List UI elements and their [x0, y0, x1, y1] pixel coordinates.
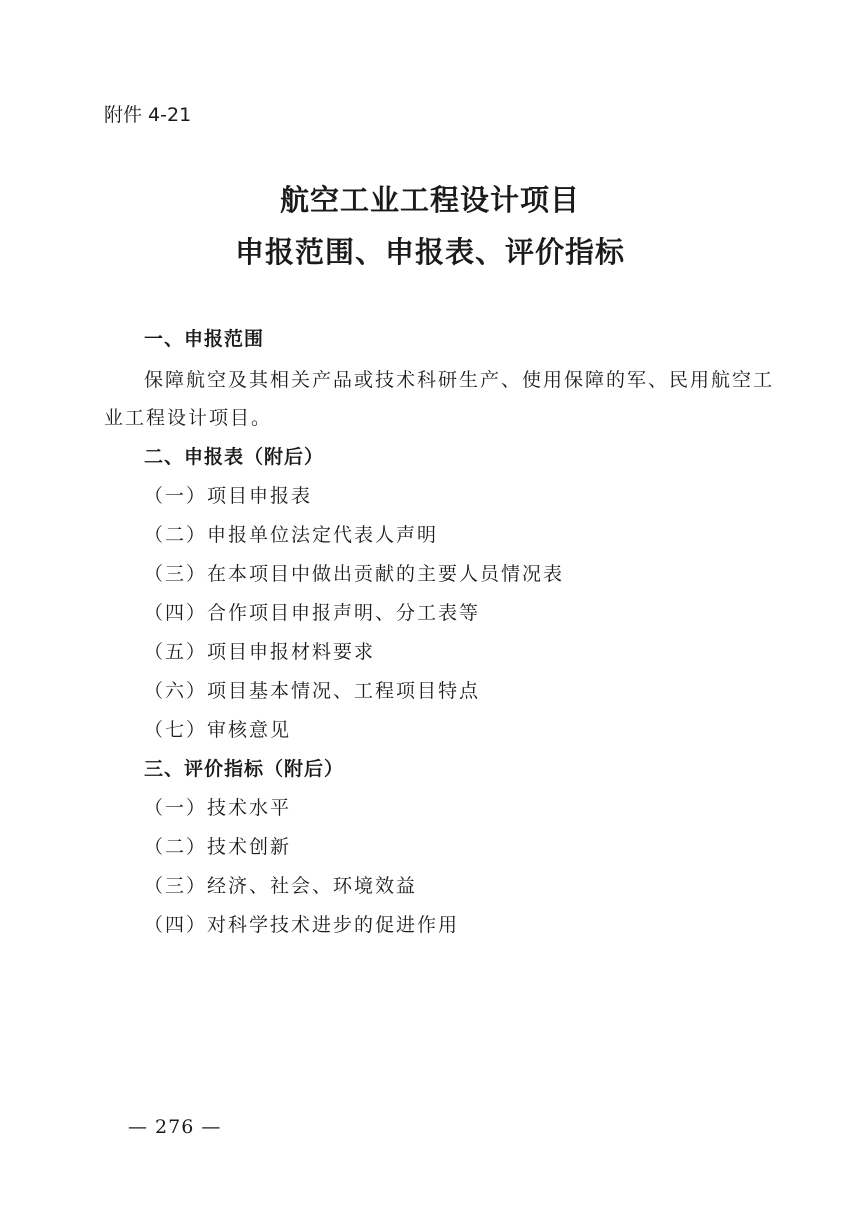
document-title-line-2: 申报范围、申报表、评价指标: [234, 235, 625, 269]
forms-list-item: （一）项目申报表: [144, 485, 313, 507]
forms-list-item: （二）申报单位法定代表人声明: [144, 524, 439, 546]
indicators-list-item: （二）技术创新: [144, 836, 292, 858]
section-heading-scope: 一、申报范围: [144, 328, 265, 350]
attachment-label: 附件 4-21: [104, 104, 192, 126]
section-heading-indicators: 三、评价指标（附后）: [144, 758, 345, 780]
forms-list-item: （四）合作项目申报声明、分工表等: [144, 602, 481, 624]
section-heading-forms: 二、申报表（附后）: [144, 446, 325, 468]
scope-body-line: 业工程设计项目。: [104, 407, 273, 429]
indicators-list-item: （一）技术水平: [144, 797, 292, 819]
page-number: — 276 —: [128, 1116, 222, 1138]
forms-list-item: （六）项目基本情况、工程项目特点: [144, 680, 481, 702]
forms-list-item: （七）审核意见: [144, 719, 292, 741]
indicators-list-item: （四）对科学技术进步的促进作用: [144, 914, 460, 936]
forms-list-item: （三）在本项目中做出贡献的主要人员情况表: [144, 563, 565, 585]
scope-body-line: 保障航空及其相关产品或技术科研生产、使用保障的军、民用航空工: [144, 369, 775, 391]
forms-list-item: （五）项目申报材料要求: [144, 641, 376, 663]
document-title-line-1: 航空工业工程设计项目: [279, 183, 580, 217]
indicators-list-item: （三）经济、社会、环境效益: [144, 875, 418, 897]
